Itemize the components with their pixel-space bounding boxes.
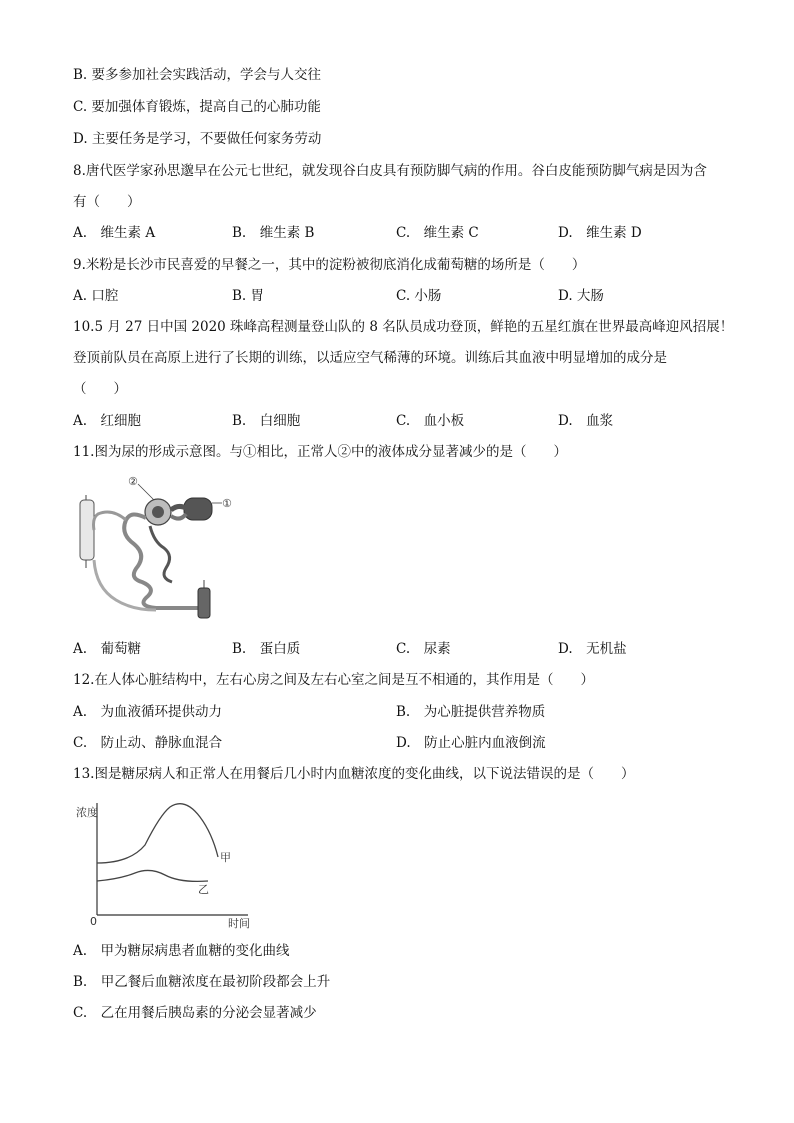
series-label-jia: 甲 <box>220 851 231 864</box>
q9-option-d: D. 大肠 <box>558 288 604 304</box>
q10-option-a: A. 红细胞 <box>73 413 142 429</box>
q12-stem: 12.在人体心脏结构中，左右心房之间及左右心室之间是互不相通的，其作用是（ ） <box>73 672 594 688</box>
q11-option-c: C. 尿素 <box>396 641 451 657</box>
series-label-yi: 乙 <box>198 883 209 896</box>
blood-sugar-curve-figure <box>70 795 260 935</box>
origin-label: 0 <box>90 915 97 928</box>
q7-option-d: D. 主要任务是学习，不要做任何家务劳动 <box>73 131 322 147</box>
curve-jia <box>97 804 218 863</box>
q11-stem: 11.图为尿的形成示意图。与①相比，正常人②中的液体成分显著减少的是（ ） <box>73 444 567 460</box>
label-circle-1: ① <box>222 497 232 510</box>
q8-stem-line1: 8.唐代医学家孙思邈早在公元七世纪，就发现谷白皮具有预防脚气病的作用。谷白皮能预防脚气病是因为含 <box>73 163 707 179</box>
q11-option-a: A. 葡萄糖 <box>73 641 142 657</box>
q13-option-a: A. 甲为糖尿病患者血糖的变化曲线 <box>73 943 290 959</box>
q12-option-d: D. 防止心脏内血液倒流 <box>396 735 546 751</box>
q8-option-c: C. 维生素 C <box>396 225 479 241</box>
q12-option-b: B. 为心脏提供营养物质 <box>396 704 546 720</box>
q11-option-b: B. 蛋白质 <box>232 641 301 657</box>
q13-stem: 13.图是糖尿病人和正常人在用餐后几小时内血糖浓度的变化曲线，以下说法错误的是（ ） <box>73 766 635 782</box>
q8-option-d: D. 维生素 D <box>558 225 642 241</box>
q13-option-b: B. 甲乙餐后血糖浓度在最初阶段都会上升 <box>73 974 331 990</box>
label-circle-2: ② <box>128 475 138 488</box>
curve-yi <box>97 870 208 881</box>
q10-option-d: D. 血浆 <box>558 413 614 429</box>
q9-option-a: A. 口腔 <box>73 288 119 304</box>
q7-option-b: B. 要多参加社会实践活动，学会与人交往 <box>73 67 322 83</box>
q10-option-c: C. 血小板 <box>396 413 465 429</box>
nephron-diagram <box>76 470 236 628</box>
q9-option-c: C. 小肠 <box>396 288 442 304</box>
x-axis-label: 时间 <box>228 917 250 930</box>
q8-option-a: A. 维生素 A <box>73 225 156 241</box>
q12-option-a: A. 为血液循环提供动力 <box>73 704 223 720</box>
q8-stem-line2: 有（ ） <box>73 194 141 210</box>
q12-option-c: C. 防止动、静脉血混合 <box>73 735 223 751</box>
q8-option-b: B. 维生素 B <box>232 225 315 241</box>
q10-stem-line1: 10.5 月 27 日中国 2020 珠峰高程测量登山队的 8 名队员成功登顶，鲜艳的五星红旗在世界最高峰迎风招展！ <box>73 319 734 335</box>
q13-option-c: C. 乙在用餐后胰岛素的分泌会显著减少 <box>73 1005 317 1021</box>
q10-option-b: B. 白细胞 <box>232 413 301 429</box>
q9-option-b: B. 胃 <box>232 288 265 304</box>
q10-stem-line2: 登顶前队员在高原上进行了长期的训练，以适应空气稀薄的环境。训练后其血液中明显增加的成分是 <box>73 350 667 366</box>
q11-option-d: D. 无机盐 <box>558 641 627 657</box>
q7-option-c: C. 要加强体育锻炼，提高自己的心肺功能 <box>73 99 321 115</box>
y-axis-label: 浓度 <box>76 806 98 819</box>
q9-stem: 9.米粉是长沙市民喜爱的早餐之一，其中的淀粉被彻底消化成葡萄糖的场所是（ ） <box>73 257 586 273</box>
q10-stem-line3: （ ） <box>73 381 127 397</box>
